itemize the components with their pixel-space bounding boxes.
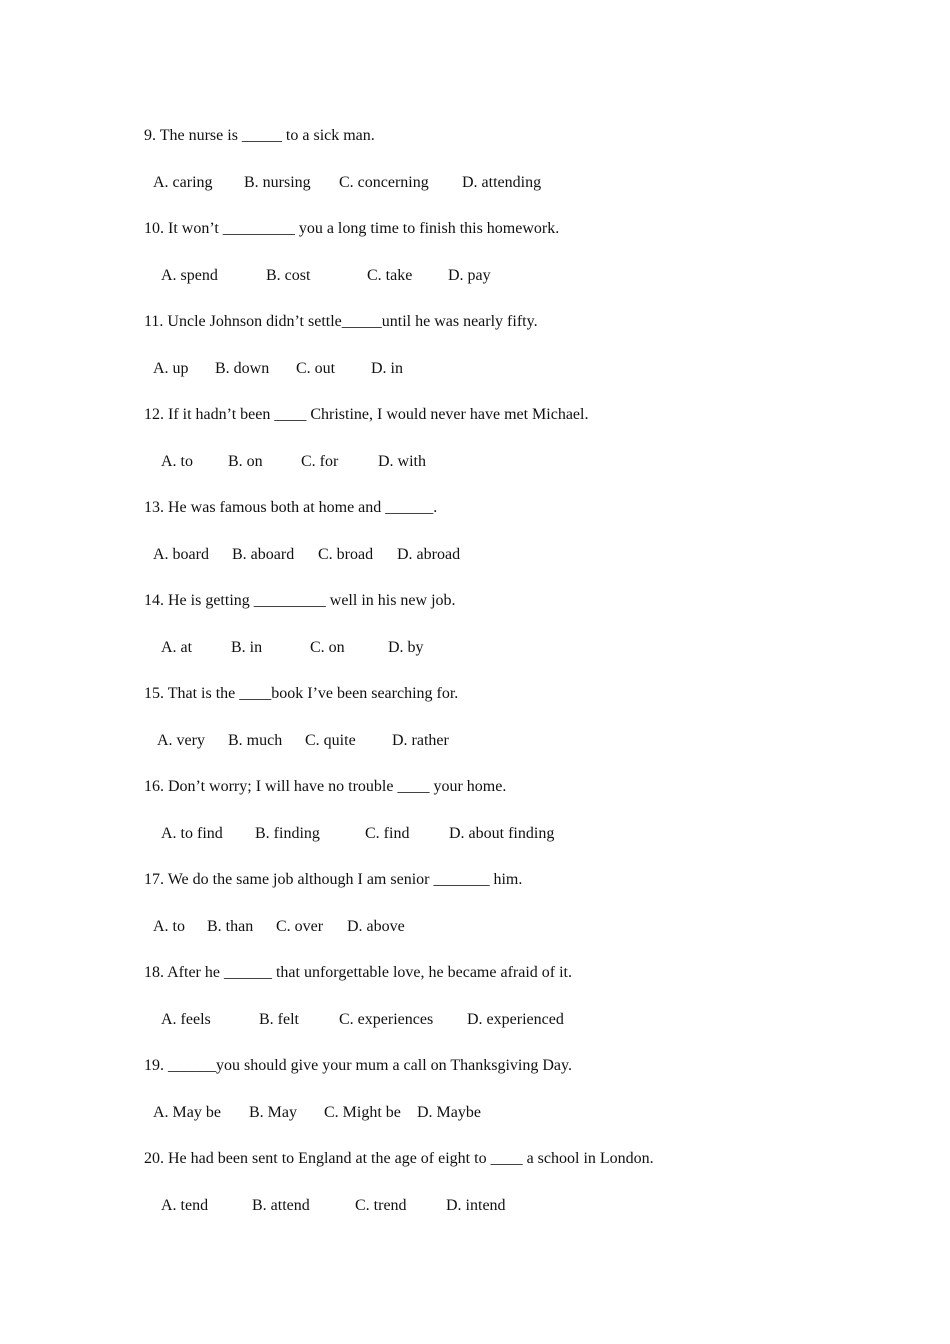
option-a: A. tend bbox=[161, 1197, 209, 1214]
option-a: A. to bbox=[161, 453, 193, 470]
question-18: 18. After he ______ that unforgettable love, he became afraid of it. bbox=[144, 964, 572, 981]
option-d: D. with bbox=[378, 453, 426, 470]
question-13: 13. He was famous both at home and ______. bbox=[144, 499, 438, 516]
option-b: B. than bbox=[207, 918, 254, 935]
option-d: D. above bbox=[347, 918, 405, 935]
option-c: C. for bbox=[301, 453, 339, 470]
option-b: B. much bbox=[228, 732, 283, 749]
options-20 bbox=[0, 1196, 506, 1296]
option-b: B. felt bbox=[259, 1011, 299, 1028]
option-b: B. nursing bbox=[244, 174, 311, 191]
option-b: B. attend bbox=[252, 1197, 310, 1214]
option-b: B. down bbox=[215, 360, 270, 377]
question-20: 20. He had been sent to England at the age of eight to ____ a school in London. bbox=[144, 1150, 654, 1167]
option-d: D. about finding bbox=[449, 825, 555, 842]
option-d: D. abroad bbox=[397, 546, 461, 563]
option-a: A. May be bbox=[153, 1104, 221, 1121]
option-c: C. on bbox=[310, 639, 345, 656]
option-d: D. experienced bbox=[467, 1011, 564, 1028]
option-d: D. in bbox=[371, 360, 403, 377]
question-9: 9. The nurse is _____ to a sick man. bbox=[144, 127, 375, 144]
question-11: 11. Uncle Johnson didn’t settle_____until he was nearly fifty. bbox=[144, 313, 538, 330]
option-a: A. up bbox=[153, 360, 189, 377]
option-a: A. very bbox=[157, 732, 205, 749]
option-c: C. take bbox=[367, 267, 413, 284]
question-12: 12. If it hadn’t been ____ Christine, I would never have met Michael. bbox=[144, 406, 589, 423]
option-b: B. aboard bbox=[232, 546, 295, 563]
option-b: B. on bbox=[228, 453, 263, 470]
option-b: B. May bbox=[249, 1104, 297, 1121]
option-a: A. board bbox=[153, 546, 209, 563]
question-14: 14. He is getting _________ well in his new job. bbox=[144, 592, 456, 609]
option-d: D. intend bbox=[446, 1197, 506, 1214]
option-b: B. cost bbox=[266, 267, 311, 284]
option-c: C. trend bbox=[355, 1197, 407, 1214]
option-c: C. over bbox=[276, 918, 324, 935]
option-c: C. broad bbox=[318, 546, 374, 563]
option-d: D. attending bbox=[462, 174, 542, 191]
option-d: D. by bbox=[388, 639, 424, 656]
option-a: A. at bbox=[161, 639, 193, 656]
option-b: B. finding bbox=[255, 825, 320, 842]
question-10: 10. It won’t _________ you a long time to finish this homework. bbox=[144, 220, 560, 237]
option-d: D. pay bbox=[448, 267, 491, 284]
option-c: C. find bbox=[365, 825, 410, 842]
option-c: C. quite bbox=[305, 732, 356, 749]
option-a: A. caring bbox=[153, 174, 213, 191]
option-c: C. concerning bbox=[339, 174, 429, 191]
question-19: 19. ______you should give your mum a call on Thanksgiving Day. bbox=[144, 1057, 572, 1074]
question-16: 16. Don’t worry; I will have no trouble ____ your home. bbox=[144, 778, 507, 795]
option-c: C. out bbox=[296, 360, 336, 377]
option-a: A. feels bbox=[161, 1011, 211, 1028]
option-a: A. to bbox=[153, 918, 185, 935]
option-c: C. Might be bbox=[324, 1104, 401, 1121]
option-a: A. to find bbox=[161, 825, 223, 842]
option-d: D. rather bbox=[392, 732, 449, 749]
question-15: 15. That is the ____book I’ve been searching for. bbox=[144, 685, 459, 702]
option-d: D. Maybe bbox=[417, 1104, 481, 1121]
option-b: B. in bbox=[231, 639, 263, 656]
option-c: C. experiences bbox=[339, 1011, 434, 1028]
question-17: 17. We do the same job although I am senior _______ him. bbox=[144, 871, 523, 888]
option-a: A. spend bbox=[161, 267, 218, 284]
